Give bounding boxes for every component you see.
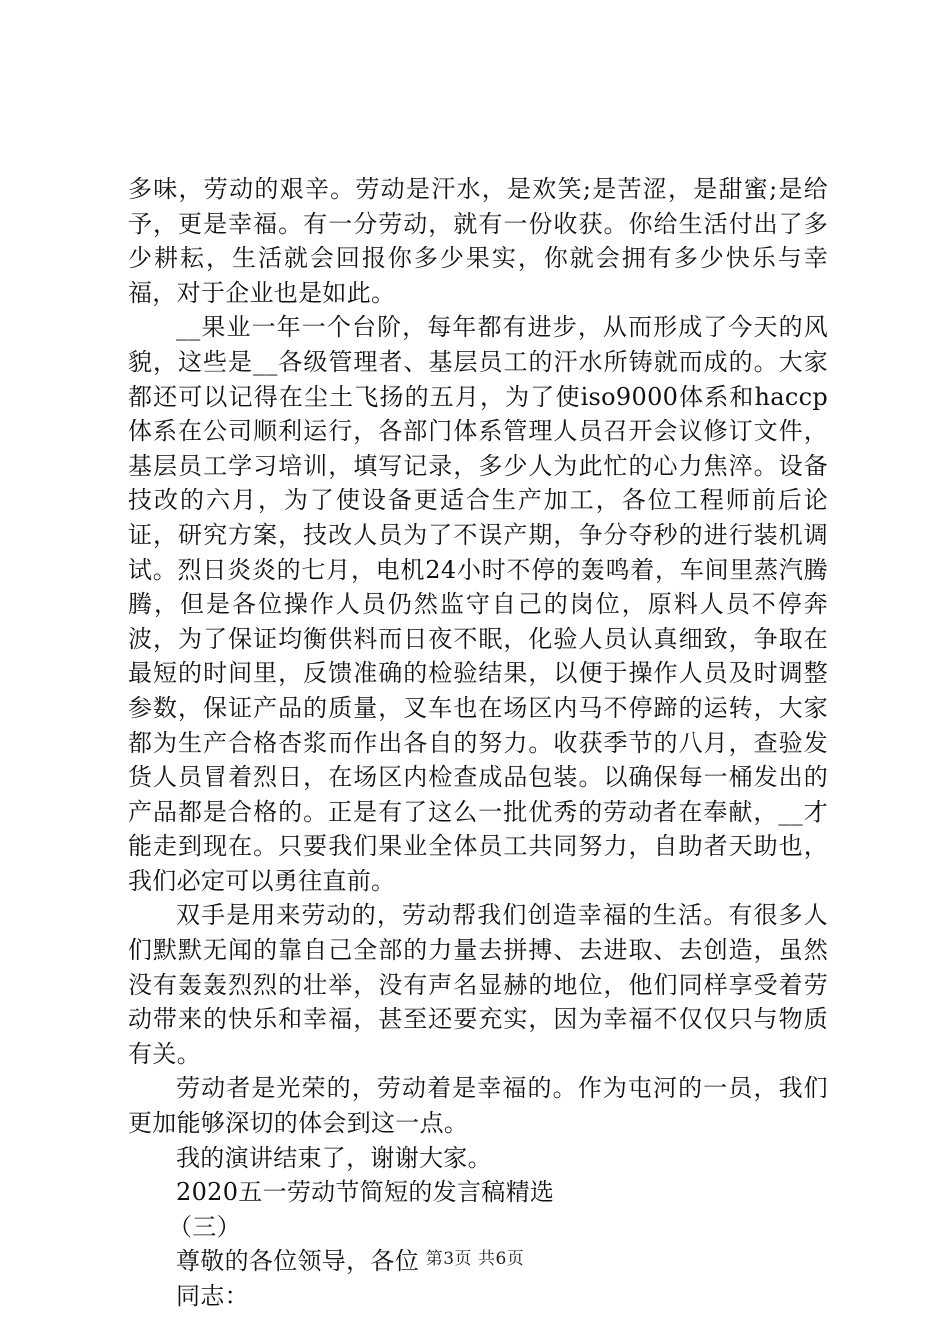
salutation-line-2: 同志：	[176, 1282, 249, 1310]
paragraph-labor-glory: 劳动者是光荣的，劳动着是幸福的。作为屯河的一员，我们更加能够深切的体会到这一点。	[128, 1074, 828, 1138]
paragraph-hands-labor: 双手是用来劳动的，劳动帮我们创造幸福的生活。有很多人们默默无闻的靠自己全部的力量去拼搏、去进取、去创造，虽然没有轰轰烈烈的壮举，没有声名显赫的地位，他们同样享受着劳动带来的快乐和幸福，甚至还要充实，因为幸福不仅仅只与物质有关。	[128, 901, 828, 1068]
paragraph-continuation: 多味，劳动的艰辛。劳动是汗水，是欢笑;是苦涩，是甜蜜;是给予，更是幸福。有一分劳动，就有一份收获。你给生活付出了多少耕耘，生活就会回报你多少果实，你就会拥有多少快乐与幸福，对于企业也是如此。	[128, 175, 828, 307]
page-number-footer: 第3页 共6页	[425, 1249, 525, 1269]
closing-line: 我的演讲结束了，谢谢大家。	[176, 1143, 492, 1172]
next-speech-title: 2020五一劳动节简短的发言稿精选	[176, 1178, 555, 1207]
section-marker: （三）	[168, 1212, 241, 1241]
paragraph-company-progress: __果业一年一个台阶，每年都有进步，从而形成了今天的风貌，这些是__各级管理者、基层员工的汗水所铸就而成的。大家都还可以记得在尘土飞扬的五月，为了使iso9000体系和haccp体系在公司顺利运行，各部门体系管理人员召开会议修订文件，基层员工学习培训，填写记录，多少人为此忙的心力焦淬。设备技改的六月，为了使设备更适合生产加工，各位工程师前后论证，研究方案，技改人员为了不误产期，争分夺秒的进行装机调试。烈日炎炎的七月，电机24小时不停的轰鸣着，车间里蒸汽腾腾，但是各位操作人员仍然监守自己的岗位，原料人员不停奔波，为了保证均衡供料而日夜不眠，化验人员认真细致，争取在最短的时间里，反馈准确的检验结果，以便于操作人员及时调整参数，保证产品的质量，叉车也在场区内马不停蹄的运转，大家都为生产合格杏浆而作出各自的努力。收获季节的八月，查验发货人员冒着烈日，在场区内检查成品包装。以确保每一桶发出的产品都是合格的。正是有了这么一批优秀的劳动者在奉献，__才能走到现在。只要我们果业全体员工共同努力，自助者天助也，我们必定可以勇往直前。	[128, 313, 828, 895]
document-body	[128, 172, 828, 1314]
salutation-line-1: 尊敬的各位领导，各位	[176, 1247, 419, 1276]
